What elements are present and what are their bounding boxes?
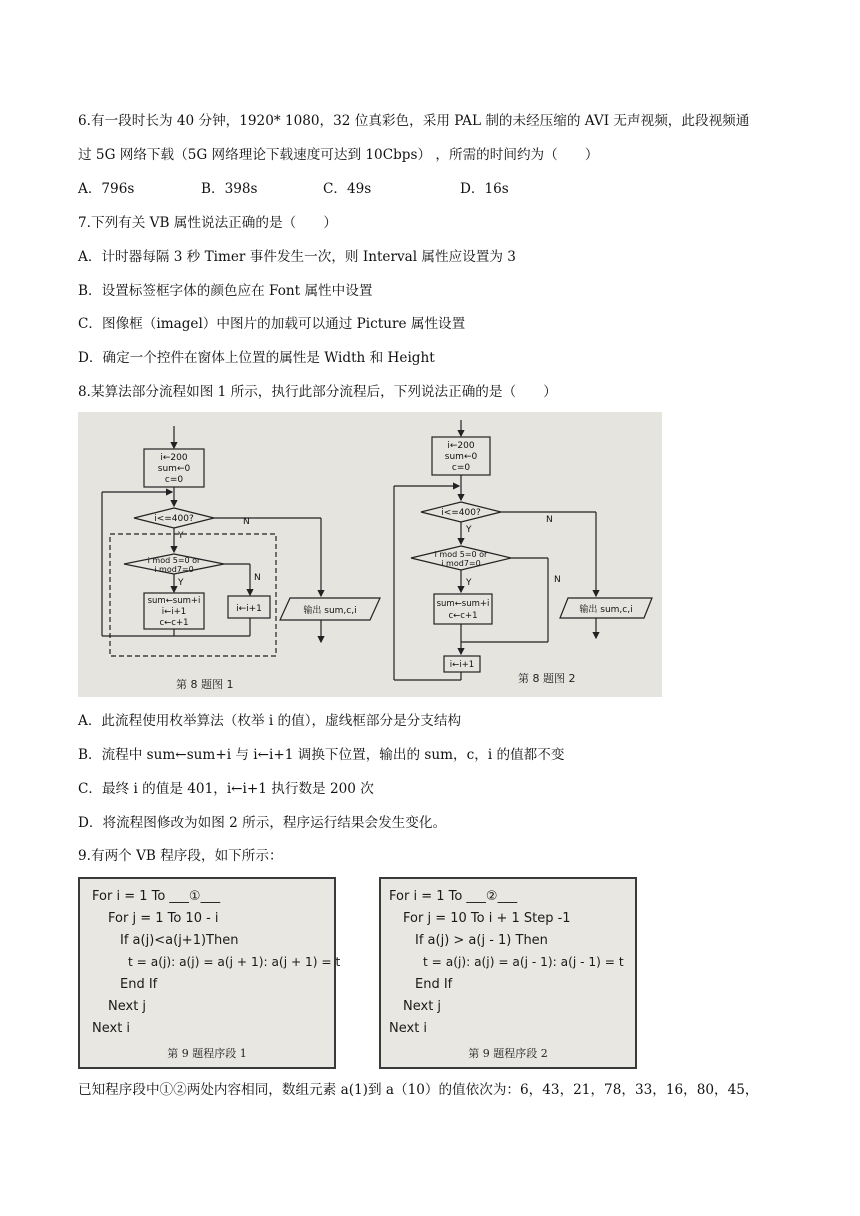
q8-option-d: D．将流程图修改为如图 2 所示，程序运行结果会发生变化。 bbox=[78, 815, 447, 831]
fig1-no2-label: N bbox=[254, 573, 261, 583]
fig2-caption: 第 8 题图 2 bbox=[518, 672, 576, 685]
code2-line-2: For j = 10 To i + 1 Step -1 bbox=[403, 911, 571, 926]
code2-line-6: Next j bbox=[403, 999, 442, 1014]
fig1-cond2-1: i mod 5=0 or bbox=[147, 556, 201, 565]
code2-caption: 第 9 题程序段 2 bbox=[468, 1047, 548, 1060]
code1-line-4: t = a(j): a(j) = a(j + 1): a(j + 1) = t bbox=[128, 955, 341, 969]
q8-option-b: B．流程中 sum←sum+i 与 i←i+1 调换下位置，输出的 sum，c，i 的值都不变 bbox=[78, 747, 565, 763]
q6-option-c: C．49s bbox=[323, 181, 372, 197]
fig1-init-1: i←200 bbox=[160, 453, 188, 463]
fig2-body-2: c←c+1 bbox=[448, 611, 478, 621]
fig1-output: 输出 sum,c,i bbox=[303, 606, 357, 616]
fig1-no-label: N bbox=[243, 517, 250, 527]
fig2-no-label: N bbox=[546, 515, 553, 525]
q6-option-a: A．796s bbox=[78, 181, 135, 197]
code1-line-5: End If bbox=[120, 977, 158, 992]
fig2-body-1: sum←sum+i bbox=[436, 599, 490, 609]
fig1-body-3: c←c+1 bbox=[159, 618, 189, 628]
q8-flowchart-figure bbox=[78, 412, 662, 697]
fig2-cond2-1: i mod 5=0 or bbox=[434, 550, 488, 559]
code1-line-7: Next i bbox=[92, 1021, 131, 1036]
code1-line-2: For j = 1 To 10 - i bbox=[108, 911, 219, 926]
fig1-else-box: i←i+1 bbox=[236, 604, 262, 614]
q8-option-a: A．此流程使用枚举算法（枚举 i 的值），虚线框部分是分支结构 bbox=[78, 713, 462, 729]
q8-stem: 8.某算法部分流程如图 1 所示，执行此部分流程后，下列说法正确的是（ ） bbox=[78, 384, 557, 400]
fig2-increment: i←i+1 bbox=[449, 660, 475, 670]
code1-caption: 第 9 题程序段 1 bbox=[167, 1047, 247, 1060]
fig1-init-2: sum←0 bbox=[157, 464, 191, 474]
fig2-output: 输出 sum,c,i bbox=[579, 605, 633, 615]
fig2-no2-label: N bbox=[554, 575, 561, 585]
fig1-caption: 第 8 题图 1 bbox=[176, 678, 234, 691]
code1-line-1: For i = 1 To ___①___ bbox=[92, 889, 221, 904]
q6-option-b: B．398s bbox=[201, 181, 258, 197]
fig1-yes-label: Y bbox=[178, 531, 184, 541]
code1-line-3: If a(j)<a(j+1)Then bbox=[120, 933, 239, 948]
q7-option-a: A．计时器每隔 3 秒 Timer 事件发生一次，则 Interval 属性应设置为 3 bbox=[78, 249, 516, 265]
fig2-init-2: sum←0 bbox=[444, 452, 478, 462]
code2-line-3: If a(j) > a(j - 1) Then bbox=[415, 933, 548, 948]
fig1-body-2: i←i+1 bbox=[161, 607, 187, 617]
q7-option-d: D．确定一个控件在窗体上位置的属性是 Width 和 Height bbox=[78, 350, 435, 366]
fig2-init-1: i←200 bbox=[447, 441, 475, 451]
q7-option-b: B．设置标签框字体的颜色应在 Font 属性中设置 bbox=[78, 283, 373, 299]
q6-stem-line1: 6.有一段时长为 40 分钟，1920* 1080，32 位真彩色，采用 PAL 制的未经压缩的 AVI 无声视频，此段视频通 bbox=[78, 113, 750, 129]
code2-line-4: t = a(j): a(j) = a(j - 1): a(j - 1) = t bbox=[423, 955, 624, 969]
fig2-cond2-2: i mod7=0 bbox=[441, 559, 481, 568]
fig2-yes-label: Y bbox=[466, 525, 472, 535]
code2-line-7: Next i bbox=[389, 1021, 428, 1036]
code2-line-1: For i = 1 To ___②___ bbox=[389, 889, 518, 904]
fig1-condition: i<=400? bbox=[154, 514, 194, 524]
q9-code-segment-1 bbox=[78, 877, 341, 1069]
q9-code-segment-2 bbox=[379, 877, 637, 1069]
fig1-init-3: c=0 bbox=[164, 475, 184, 485]
fig1-cond2-2: i mod7=0 bbox=[154, 565, 194, 574]
q9-stem: 9.有两个 VB 程序段，如下所示： bbox=[78, 848, 283, 864]
q9-after-text: 已知程序段中①②两处内容相同，数组元素 a(1)到 a（10）的值依次为：6，43，21，78，33，16，80，45， bbox=[78, 1082, 759, 1098]
q8-option-c: C．最终 i 的值是 401，i←i+1 执行数是 200 次 bbox=[78, 781, 374, 797]
q6-option-d: D．16s bbox=[460, 181, 509, 197]
fig1-yes2-label: Y bbox=[178, 578, 184, 588]
fig2-condition: i<=400? bbox=[441, 508, 481, 518]
fig2-yes2-label: Y bbox=[466, 578, 472, 588]
fig1-body-1: sum←sum+i bbox=[147, 596, 201, 606]
code2-line-5: End If bbox=[415, 977, 453, 992]
q6-stem-line2: 过 5G 网络下载（5G 网络理论下载速度可达到 10Cbps） ，所需的时间约为（ ） bbox=[78, 147, 599, 163]
fig2-init-3: c=0 bbox=[451, 463, 471, 473]
code1-line-6: Next j bbox=[108, 999, 147, 1014]
q7-option-c: C．图像框（imagel）中图片的加载可以通过 Picture 属性设置 bbox=[78, 316, 466, 332]
q7-stem: 7.下列有关 VB 属性说法正确的是（ ） bbox=[78, 215, 337, 231]
